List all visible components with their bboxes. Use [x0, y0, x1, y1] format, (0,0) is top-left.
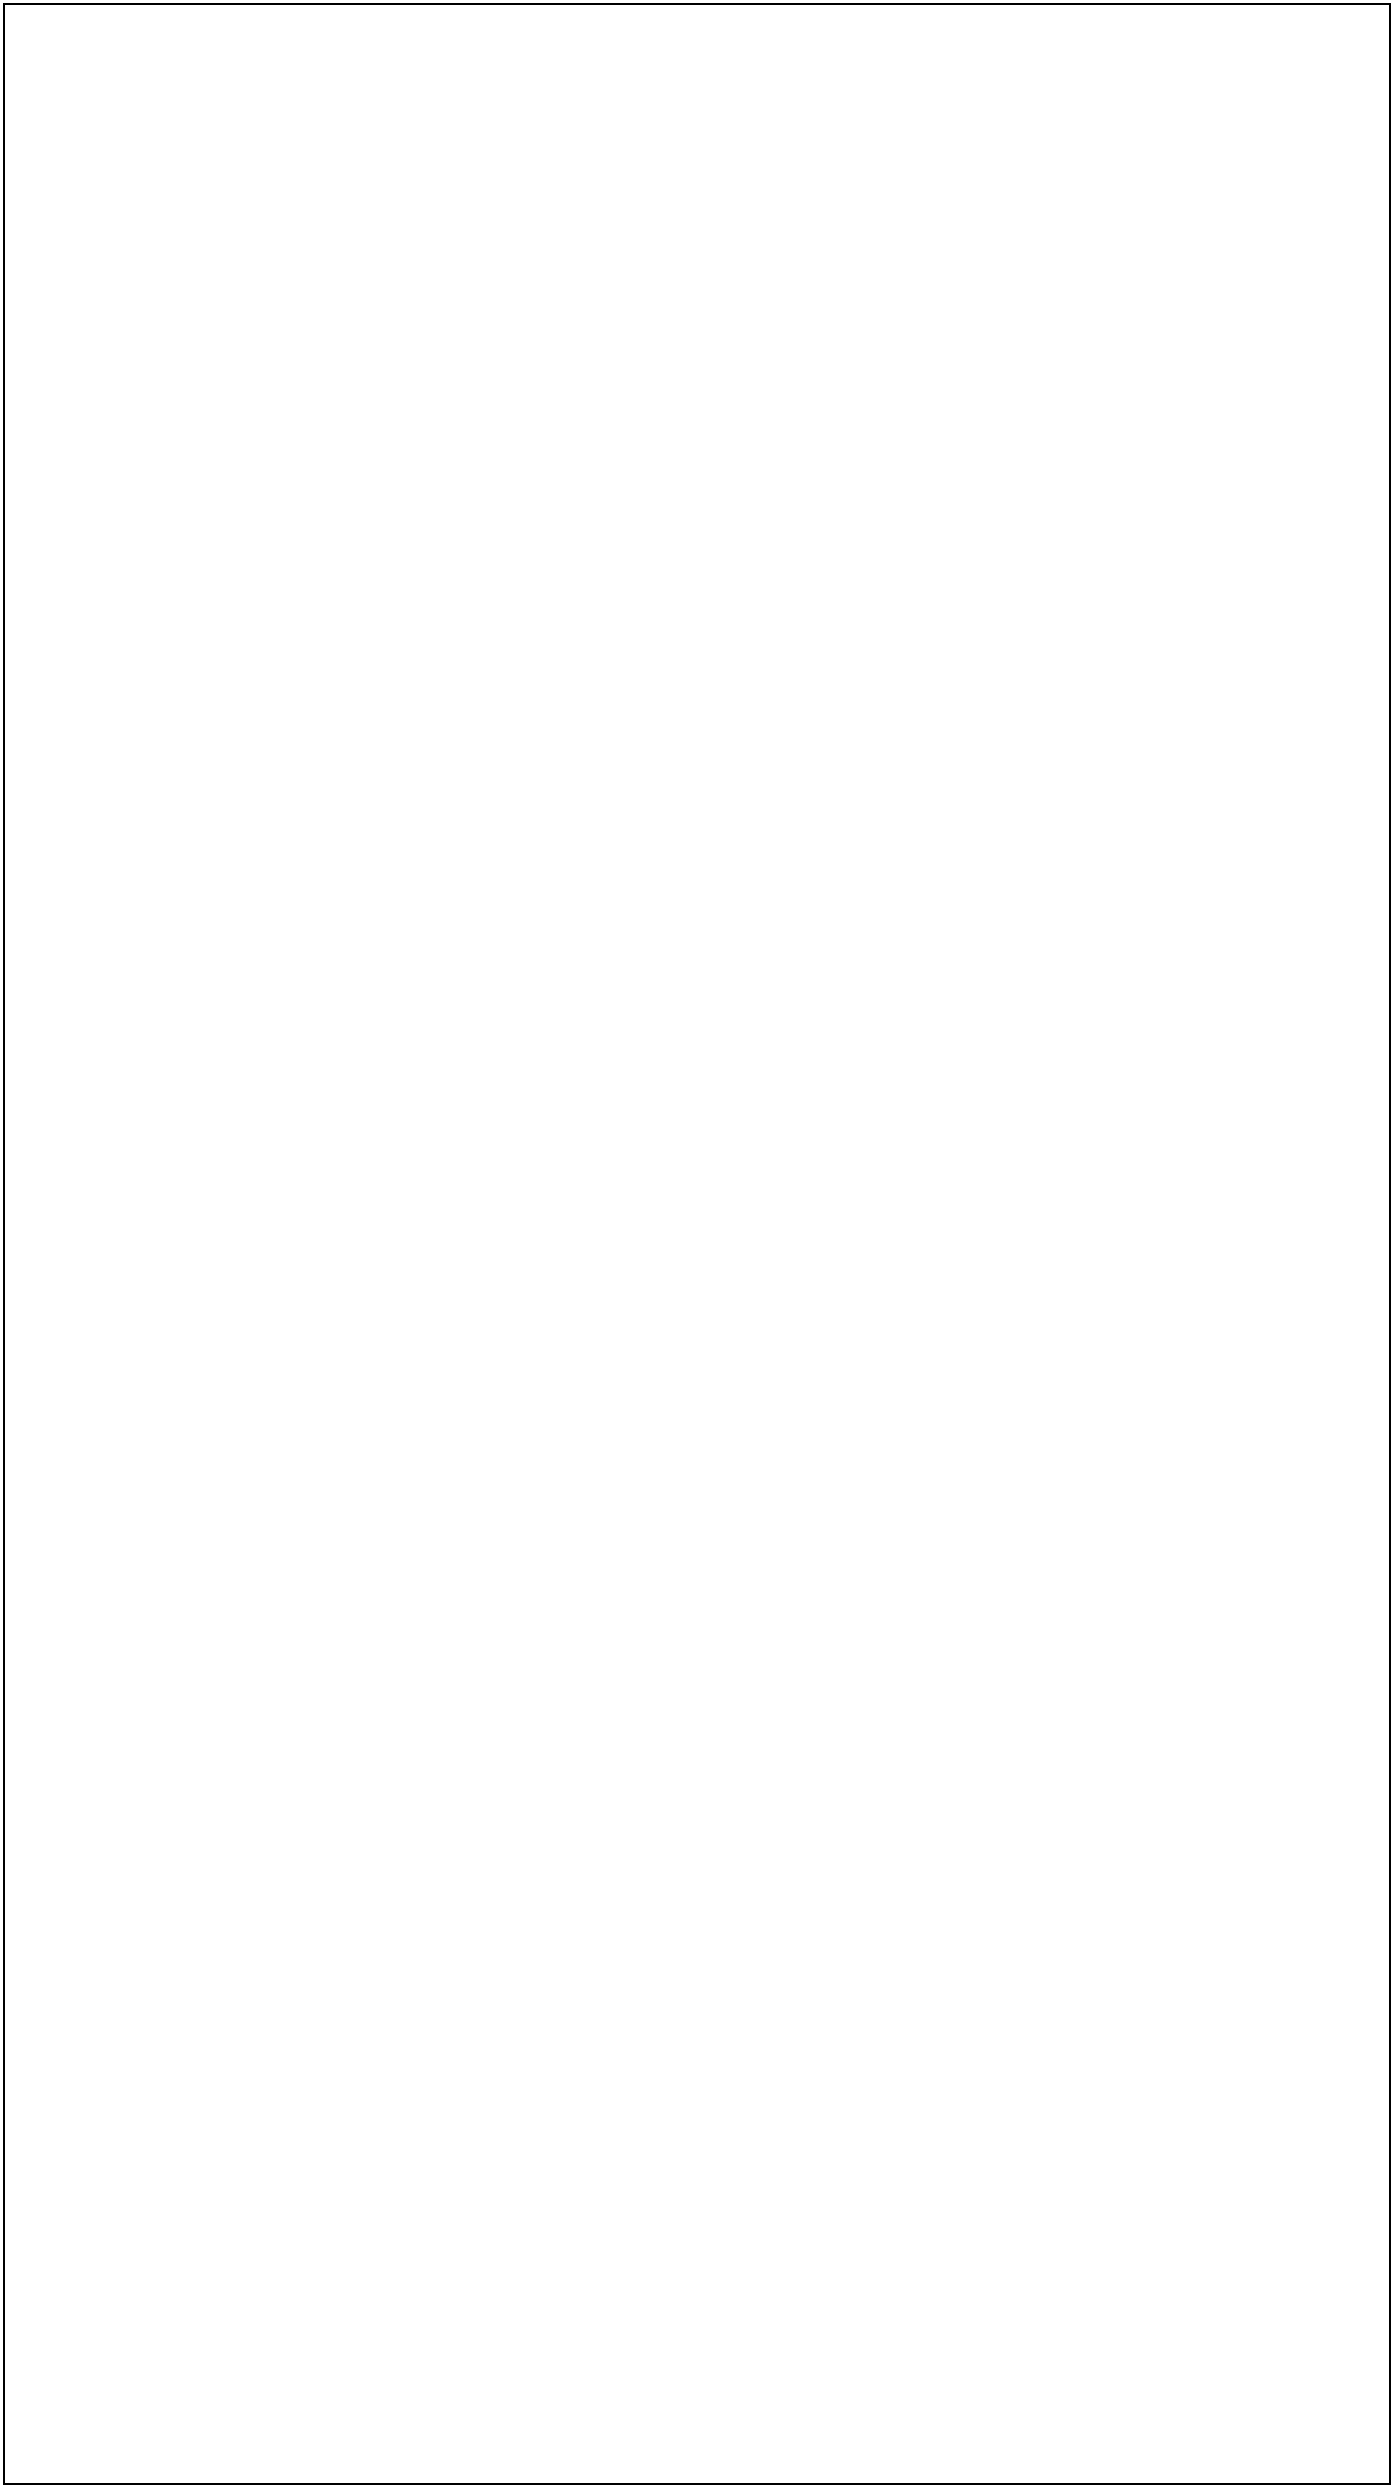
panel-frame	[3, 3, 1391, 2485]
